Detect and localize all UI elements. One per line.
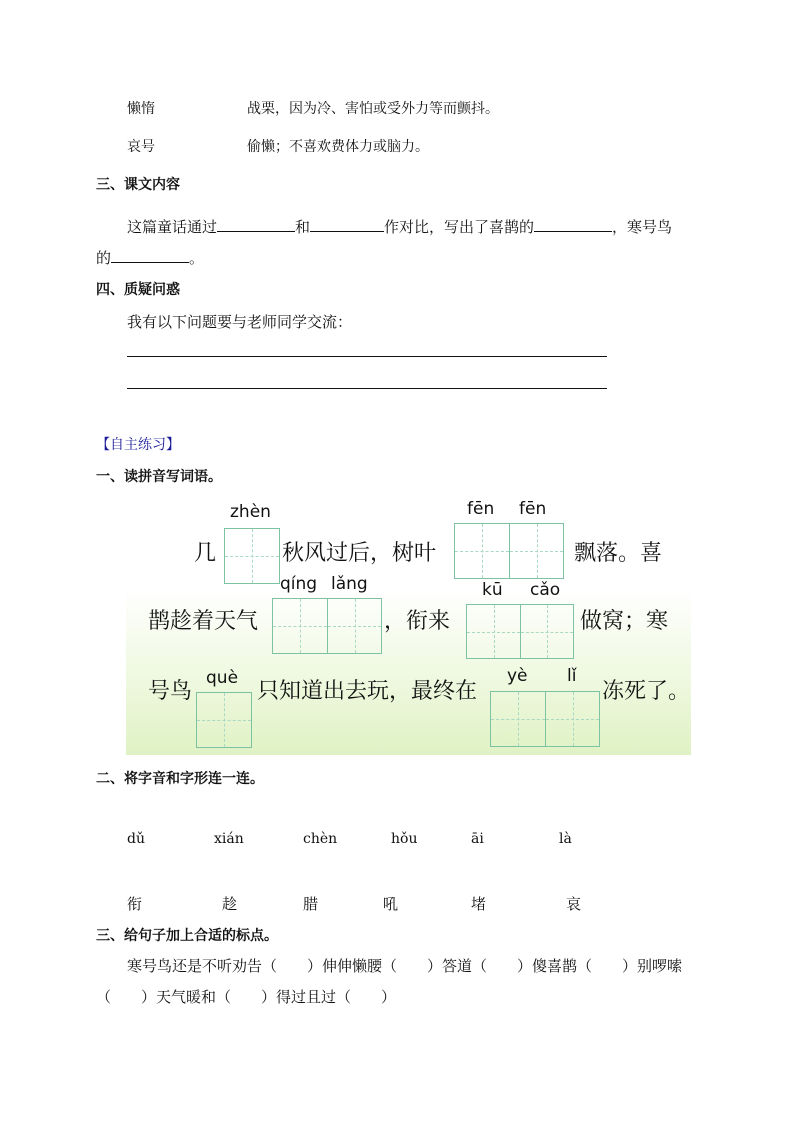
content-line-1 [127, 216, 672, 237]
fill-blank[interactable] [310, 217, 384, 232]
match-char[interactable]: 吼 [383, 895, 399, 913]
fill-blank[interactable] [111, 248, 189, 263]
pinyin-label: kū [482, 580, 503, 600]
content-text: 的 [96, 249, 112, 267]
exercise-text: 冻死了。 [602, 679, 691, 704]
match-char[interactable]: 堵 [471, 895, 487, 913]
writing-grid[interactable] [454, 523, 564, 579]
practice-header: 【自主练习】 [96, 437, 180, 453]
pinyin-label: lǎng [331, 574, 368, 594]
writing-grid[interactable] [196, 692, 252, 748]
fill-blank[interactable] [217, 217, 295, 232]
vocab-meaning-2: 偷懒；不喜欢费体力或脑力。 [247, 139, 429, 155]
match-pinyin[interactable]: āi [471, 831, 484, 847]
match-char[interactable]: 趁 [222, 895, 238, 913]
answer-line-1[interactable] [127, 356, 607, 357]
exercise-text: ，衔来 [384, 609, 451, 634]
writing-grid[interactable] [466, 604, 574, 659]
content-text: 这篇童话通过 [127, 218, 218, 236]
practice-q2-title: 二、将字音和字形连一连。 [96, 771, 264, 787]
match-char[interactable]: 哀 [566, 895, 582, 913]
exercise-text: 秋风过后，树叶 [282, 541, 437, 566]
content-text: 作对比，写出了喜鹊的 [384, 218, 535, 236]
pinyin-label: zhèn [230, 502, 271, 522]
exercise-text: 鹊趁着天气 [148, 609, 259, 634]
pinyin-label: fēn [519, 499, 547, 519]
pinyin-label: què [206, 668, 239, 688]
punctuation-line-2[interactable]: （ ）天气暖和（ ）得过且过（ ） [96, 988, 397, 1006]
match-pinyin[interactable]: xián [214, 831, 244, 847]
match-pinyin[interactable]: dǔ [127, 831, 145, 847]
practice-q3-title: 三、给句子加上合适的标点。 [96, 928, 278, 944]
fill-blank[interactable] [534, 217, 612, 232]
exercise-text: 做窝；寒 [580, 609, 669, 634]
punctuation-line-1[interactable]: 寒号鸟还是不听劝告（ ）伸伸懒腰（ ）答道（ ）傻喜鹊（ ）别啰嗦 [127, 957, 683, 975]
exercise-text: 只知道出去玩，最终在 [257, 679, 478, 704]
match-char[interactable]: 衔 [127, 895, 143, 913]
match-pinyin[interactable]: là [559, 831, 572, 847]
match-pinyin[interactable]: chèn [303, 831, 338, 847]
writing-grid[interactable] [272, 598, 382, 654]
vocab-word-2: 哀号 [127, 139, 155, 155]
match-pinyin[interactable]: hǒu [391, 831, 418, 847]
pinyin-label: fēn [467, 499, 495, 519]
vocab-meaning-1: 战栗，因为冷、害怕或受外力等而颤抖。 [247, 101, 499, 117]
pinyin-label: cǎo [530, 580, 561, 600]
vocab-word-1: 懒惰 [127, 101, 155, 117]
match-char[interactable]: 腊 [303, 895, 319, 913]
writing-grid[interactable] [490, 691, 600, 747]
writing-grid[interactable] [224, 528, 280, 584]
pinyin-label: qíng [280, 574, 318, 594]
practice-q1-title: 一、读拼音写词语。 [96, 469, 222, 485]
questions-prompt: 我有以下问题要与老师同学交流： [127, 313, 353, 331]
content-text: ，寒号鸟 [612, 218, 673, 236]
pinyin-label: lǐ [567, 666, 577, 686]
section-title-questions: 四、质疑问惑 [96, 282, 180, 298]
content-text: 。 [189, 249, 205, 267]
exercise-text: 号鸟 [148, 679, 193, 704]
answer-line-2[interactable] [127, 388, 607, 389]
pinyin-label: yè [507, 666, 528, 686]
content-line-2 [96, 247, 204, 268]
exercise-text: 飘落。喜 [574, 541, 663, 566]
content-text: 和 [295, 218, 311, 236]
exercise-text: 几 [194, 541, 217, 566]
section-title-content: 三、课文内容 [96, 177, 180, 193]
